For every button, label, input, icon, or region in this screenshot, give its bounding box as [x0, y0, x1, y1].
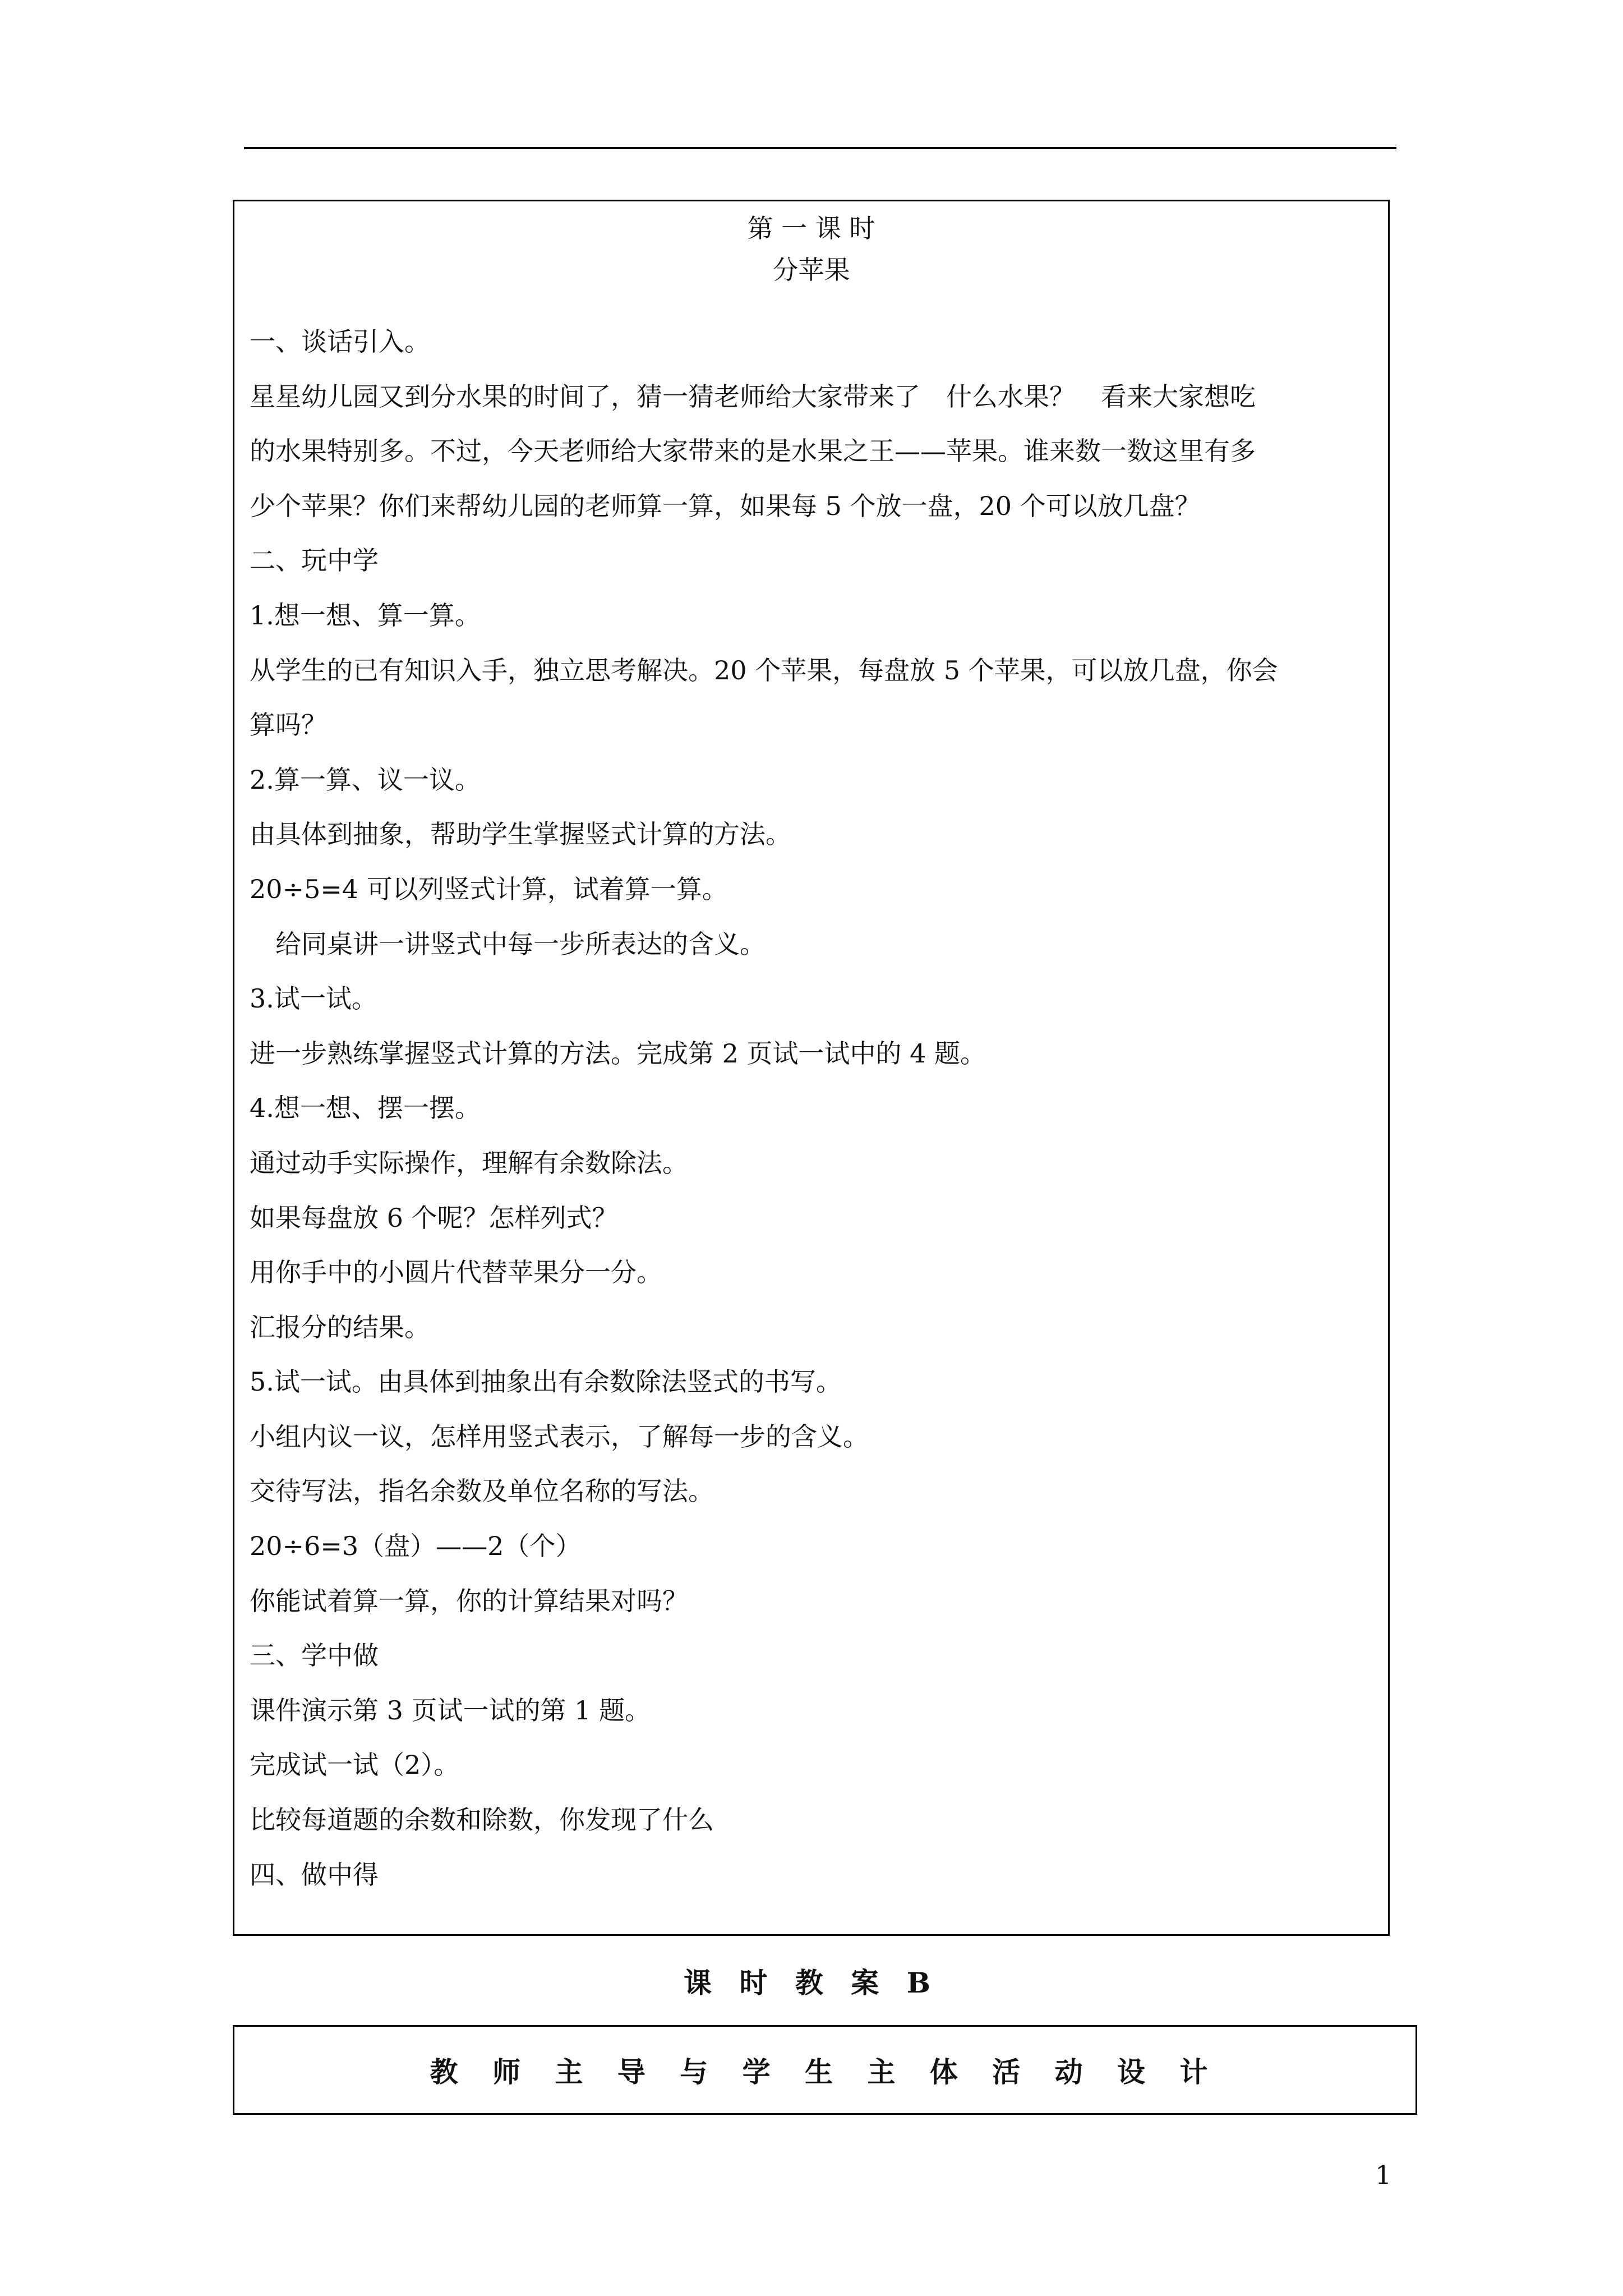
- lesson-line: 的水果特别多。不过，今天老师给大家带来的是水果之王——苹果。谁来数一数这里有多: [250, 436, 1256, 467]
- lesson-line: 2.算一算、议一议。: [250, 764, 481, 795]
- lesson-period: 第 一 课 时: [747, 213, 875, 243]
- lesson-line: 算吗？: [250, 710, 327, 740]
- lesson-line: 汇报分的结果。: [250, 1312, 430, 1342]
- lesson-line: 三、学中做: [250, 1640, 379, 1671]
- lesson-line: 给同桌讲一讲竖式中每一步所表达的含义。: [250, 928, 766, 959]
- lesson-line: 5.试一试。由具体到抽象出有余数除法竖式的书写。: [250, 1366, 842, 1397]
- design-box: [233, 2025, 1417, 2115]
- lesson-line: 用你手中的小圆片代替苹果分一分。: [250, 1257, 662, 1288]
- lesson-line: 二、玩中学: [250, 545, 379, 576]
- lesson-line: 4.想一想、摆一摆。: [250, 1093, 481, 1124]
- lesson-line: 四、做中得: [250, 1859, 379, 1890]
- lesson-title: 分苹果: [772, 255, 850, 285]
- lesson-line: 20÷6=3（盘）——2（个）: [250, 1531, 582, 1562]
- design-box-label: 教 师 主 导 与 学 生 主 体 活 动 设 计: [430, 2055, 1220, 2088]
- lesson-line: 如果每盘放 6 个呢？怎样列式？: [250, 1202, 618, 1233]
- plan-title: 课 时 教 案 B: [684, 1966, 939, 1999]
- lesson-line: 1.想一想、算一算。: [250, 600, 481, 631]
- lesson-line: 小组内议一议，怎样用竖式表示，了解每一步的含义。: [250, 1421, 869, 1452]
- lesson-line: 少个苹果？你们来帮幼儿园的老师算一算，如果每 5 个放一盘，20 个可以放几盘？: [250, 490, 1201, 521]
- lesson-line: 20÷5=4 可以列竖式计算，试着算一算。: [250, 873, 728, 904]
- lesson-line: 进一步熟练掌握竖式计算的方法。完成第 2 页试一试中的 4 题。: [250, 1038, 986, 1069]
- header-rule: [244, 147, 1396, 149]
- lesson-line: 星星幼儿园又到分水果的时间了，猜一猜老师给大家带来了 什么水果？ 看来大家想吃: [250, 381, 1256, 412]
- lesson-line: 一、谈话引入。: [250, 326, 430, 357]
- lesson-line: 通过动手实际操作，理解有余数除法。: [250, 1147, 688, 1178]
- lesson-line: 3.试一试。: [250, 983, 377, 1014]
- page-number: 1: [1375, 2160, 1392, 2190]
- lesson-line: 课件演示第 3 页试一试的第 1 题。: [250, 1695, 651, 1726]
- lesson-body: [250, 315, 1373, 1902]
- lesson-line: 由具体到抽象，帮助学生掌握竖式计算的方法。: [250, 819, 791, 850]
- lesson-line: 你能试着算一算，你的计算结果对吗？: [250, 1585, 688, 1616]
- lesson-line: 交待写法，指名余数及单位名称的写法。: [250, 1476, 714, 1507]
- lesson-line: 完成试一试（2）。: [250, 1750, 460, 1780]
- lesson-line: 从学生的已有知识入手，独立思考解决。20 个苹果，每盘放 5 个苹果，可以放几盘，你会: [250, 655, 1278, 685]
- lesson-line: 比较每道题的余数和除数，你发现了什么: [250, 1805, 714, 1835]
- lesson-content-box: [233, 200, 1390, 1936]
